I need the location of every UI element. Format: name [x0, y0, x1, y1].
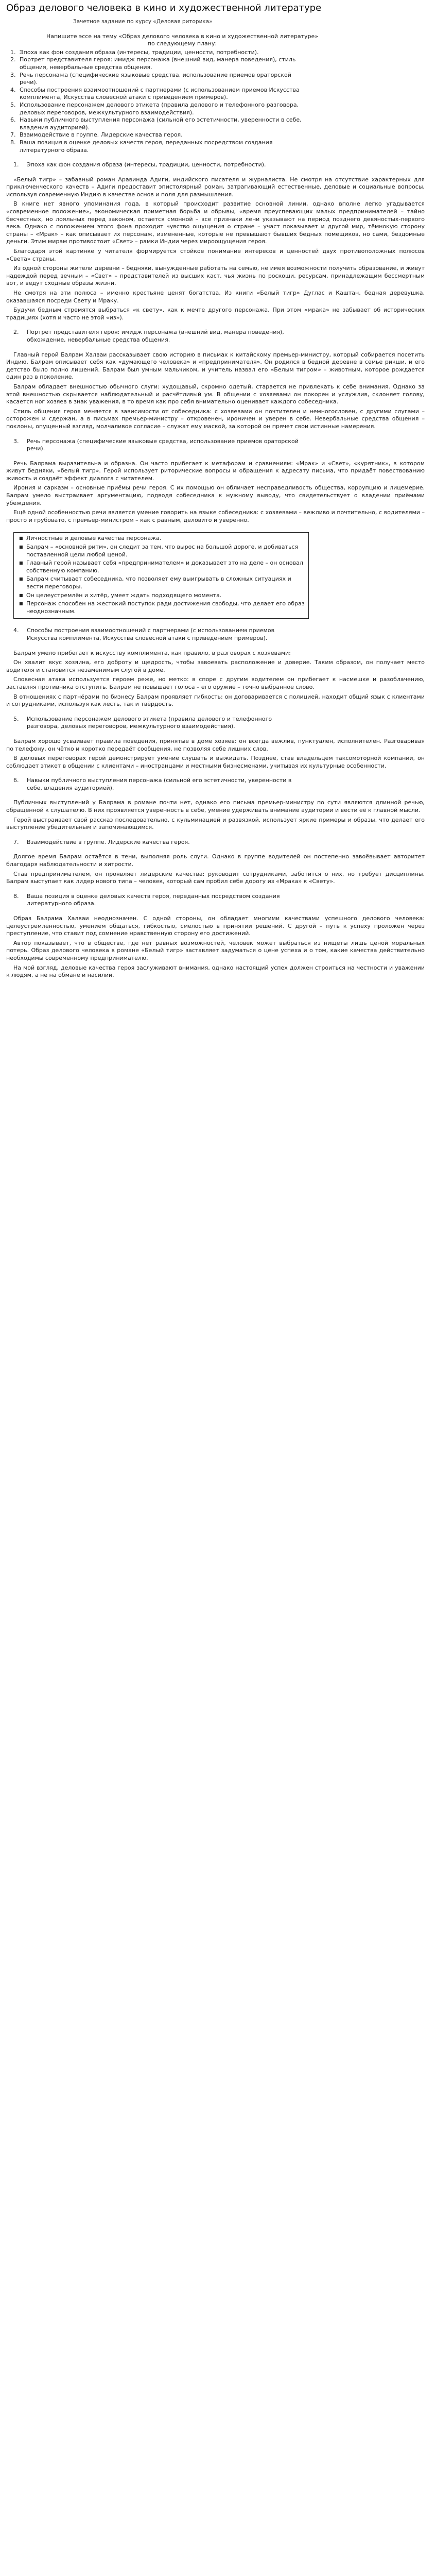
plan-item: 4. Способы построения взаимоотношений с партнерами (с использованием приемов Искусства комплимента, Искусства словесной атаки с приведением примеров). — [18, 87, 306, 101]
qualities-item: ■ Балрам считывает собеседника, что позволяет ему выигрывать в сложных ситуациях и вести переговоры. — [26, 575, 305, 590]
paragraph: Образ Балрама Халваи неоднозначен. С одной стороны, он обладает многими качествами успешного делового человека: целеустремлённостью, умением общаться, гибкостью, смелостью в принятии решений. С другой – путь к успеху проложен через преступление, что ставит под сомнение нравственную сторону его достижений. — [6, 915, 425, 937]
section-heading-text: Взаимодействие в группе. Лидерские качества героя. — [27, 838, 190, 845]
paragraph: Он хвалит вкус хозяина, его доброту и щедрость, чтобы завоевать расположение и доверие. Таким образом, он получает место водителя и становится незаменимым слугой в доме. — [6, 659, 425, 673]
paragraph: Балрам хорошо усваивает правила поведения, принятые в доме хозяев: он всегда вежлив, пунктуален, исполнителен. Разговаривая по телефону, он чётко и коротко передаёт сообщения, не позволяя себе лишних слов. — [6, 737, 425, 752]
document — [0, 0, 427, 988]
paragraph: Благодаря этой картинке у читателя формируется стойкое понимание интересов и ценностей двух противоположных полюсов «Света» страны. — [6, 248, 425, 262]
paragraph: Из одной стороны жители деревни – бедняки, вынужденные работать на семью, не имея возможности получить образование, и живут надеждой перед вечным – «Свет» – представителей из высших каст, чья жизнь по роскоши, ресурсам, принадлежащим бессмертным вот, и ведут сходные образы жизни. — [6, 265, 425, 287]
section-heading-4 — [13, 627, 305, 642]
section-heading-text: Ваша позиция в оценке деловых качеств героя, переданных посредством создания литературного образа. — [27, 892, 280, 907]
section-heading-3 — [13, 438, 305, 453]
section-heading-5 — [13, 716, 305, 731]
qualities-box — [13, 532, 309, 619]
section-heading-text: Речь персонажа (специфические языковые средства, использование приемов ораторской речи). — [27, 437, 299, 452]
section-number: 8. — [13, 892, 19, 900]
section-heading-1 — [13, 161, 305, 169]
paragraph: В книге нет явного упоминания года, в который происходит развитие основной линии, однако вполне легко угадывается «современное положение», экономическая приметная борьба и обрывы, «время преуспевающих малых предпринимателей – тайно бесчестных, но лояльных перед законом, остается смонной – все признаки лени указывают на период позднего девяностых-первого века. Однако с положением этого фона проходит чувство ощущения о стране – участ показывает и другой мир, тёмнокую сторону страны – «Мрак» – как описывает их персонаж, измененные, которые не превышают бывших бедных помещиков, но сами, бездомные деньги. Этим мирам противостоит «Свет» – рамки Индии через мироощущения героя. — [6, 200, 425, 245]
section-number: 6. — [13, 777, 19, 784]
section-heading-2 — [13, 329, 305, 344]
task-statement: Напишите эссе на тему «Образ делового человека в кино и художественной литературе» по следующему плану: — [46, 32, 319, 47]
paragraph: Публичных выступлений у Балрама в романе почти нет, однако его письма премьер-министру по сути являются длинной речью, обращённой к слушателю. В них проявляется уверенность в себе, умение удерживать внимание аудитории и вести её к главной мысли. — [6, 799, 425, 814]
page-title: Образ делового человека в кино и художественной литературе — [6, 3, 322, 13]
qualities-item: ■ Личностные и деловые качества персонажа. — [26, 535, 305, 543]
qualities-item: ■ Балрам – «основной ритм», он следит за тем, что вырос на большой дороге, и добиваться поставленной цели любой ценой. — [26, 544, 305, 558]
plan-item: 7. Взаимодействие в группе. Лидерские качества героя. — [18, 131, 306, 139]
plan-item: 1. Эпоха как фон создания образа (интересы, традиции, ценности, потребности). — [18, 49, 306, 57]
section-heading-text: Портрет представителя героя: имидж персонажа (внешний вид, манера поведения), обхождение, невербальные средства общения. — [27, 329, 284, 343]
paragraph: Не смотря на эти полюса – именно крестьяне ценят богатства. Из книги «Белый тигр» Дуглас и Каштан, бедная деревушка, оказавшаяся посреди Свету и Мраку. — [6, 290, 425, 304]
paragraph: Автор показывает, что в обществе, где нет равных возможностей, человек может выбраться из нищеты лишь ценой моральных потерь. Образ делового человека в романе «Белый тигр» заставляет задуматься о цене успеха и о том, какие качества действительно необходимы современному предпринимателю. — [6, 939, 425, 961]
section-number: 3. — [13, 437, 19, 445]
paragraph: В отношениях с партнёрами по бизнесу Балрам проявляет гибкость: он договаривается с полицией, находит общий язык с клиентами и сотрудниками, используя как лесть, так и твёрдость. — [6, 693, 425, 708]
paragraph: На мой взгляд, деловые качества героя заслуживают внимания, однако настоящий успех должен строиться на честности и уважении к людям, а не на обмане и насилии. — [6, 964, 425, 979]
qualities-item: ■ Персонаж способен на жестокий поступок ради достижения свободы, что делает его образ неоднозначным. — [26, 600, 305, 615]
qualities-list — [17, 535, 305, 615]
section-heading-8 — [13, 893, 305, 908]
section-number: 4. — [13, 627, 19, 634]
paragraph: Балрам умело прибегает к искусству комплимента, как правило, в разговорах с хозяевами: — [13, 649, 291, 656]
paragraph: Балрам обладает внешностью обычного слуги: худощавый, скромно одетый, старается не привлекать к себе внимания. Однако за этой внешностью скрывается наблюдательный и расчётливый ум. В общении с хозяевами он покорен и услужлив, склоняет голову, касается ног хозяев в знак уважения, в то время как про себя внимательно оценивает каждого собеседника. — [6, 383, 425, 405]
plan-item: 8. Ваша позиция в оценке деловых качеств героя, переданных посредством создания литературного образа. — [18, 139, 306, 154]
paragraph: Ирония и сарказм – основные приёмы речи героя. С их помощью он обличает несправедливость общества, коррупцию и лицемерие. Балрам умело выстраивает аргументацию, подводя собеседника к нужному выводу, что свидетельствует о владении приёмами убеждения. — [6, 484, 425, 506]
paragraph: В деловых переговорах герой демонстрирует умение слушать и выжидать. Позднее, став владельцем таксомоторной компании, он соблюдает этикет в общении с клиентами – иностранцами и местными бизнесменами, учитывая их культурные особенности. — [6, 755, 425, 769]
paragraph: Речь Балрама выразительна и образна. Он часто прибегает к метафорам и сравнениям: «Мрак» и «Свет», «курятник», в котором живут бедняки, «белый тигр». Герой использует риторические вопросы и обращения к адресату письма, что придаёт повествованию живость и создаёт эффект диалога с читателем. — [6, 460, 425, 482]
section-heading-text: Эпоха как фон создания образа (интересы, традиции, ценности, потребности). — [27, 161, 266, 168]
plan-list — [18, 49, 306, 154]
section-heading-text: Использование персонажем делового этикета (правила делового и телефонного разговора, деловых переговоров, межкультурного взаимодействия). — [27, 715, 272, 730]
paragraph: Долгое время Балрам остаётся в тени, выполняя роль слуги. Однако в группе водителей он постепенно завоёвывает авторитет благодаря наблюдательности и хитрости. — [6, 853, 425, 868]
plan-item: 6. Навыки публичного выступления персонажа (сильной его эстетичности, уверенности в себе, владения аудиторией). — [18, 116, 306, 131]
section-heading-7 — [13, 839, 305, 846]
paragraph: Словесная атака используется героем реже, но метко: в споре с другим водителем он прибегает к насмешке и разоблачению, заставляя противника отступить. Балрам не повышает голоса – его оружие – точно выбранное слово. — [6, 676, 425, 690]
section-heading-6 — [13, 777, 305, 792]
section-number: 7. — [13, 838, 19, 845]
plan-item: 3. Речь персонажа (специфические языковые средства, использование приемов ораторской речи). — [18, 72, 306, 87]
section-number: 1. — [13, 161, 19, 168]
paragraph: Будучи бедным стремятся выбраться «к свету», как к мечте другого персонажа. При этом «мрака» не забывает об исторических традициях (хотя и часто не этой «из»). — [6, 307, 425, 321]
section-number: 2. — [13, 329, 19, 336]
section-heading-text: Навыки публичного выступления персонажа (сильной его эстетичности, уверенности в себе, владения аудиторией). — [27, 777, 292, 791]
page-subtitle: Зачетное задание по курсу «Деловая риторика» — [73, 19, 213, 25]
section-heading-text: Способы построения взаимоотношений с партнерами (с использованием приемов Искусства комплимента, Искусства словесной атаки с приведением примеров). — [27, 627, 275, 641]
qualities-item: ■ Он целеустремлён и хитёр, умеет ждать подходящего момента. — [26, 592, 305, 600]
section-number: 5. — [13, 715, 19, 722]
paragraph: «Белый тигр» – забавный роман Аравинда Адиги, индийского писателя и журналиста. Не смотря на отсутствие характерных для приключенческого качеств – Адиги предоставит эпистолярный роман, затрагивающий естественные, деловые и социальные вопросы, используя современную Индию в качестве основ и поля для размышления. — [6, 176, 425, 198]
plan-item: 2. Портрет представителя героя: имидж персонажа (внешний вид, манера поведения), стиль общения, невербальные средства общения. — [18, 56, 306, 71]
paragraph: Став предпринимателем, он проявляет лидерские качества: руководит сотрудниками, заботится о них, но требует дисциплины. Балрам выступает как лидер нового типа – человек, который сам пробил себе дорогу из «Мрака» к «Свету». — [6, 870, 425, 885]
paragraph: Стиль общения героя меняется в зависимости от собеседника: с хозяевами он почтителен и немногословен, с другими слугами – осторожен и сдержан, а в письмах премьер-министру – откровенен, ироничен и уверен в себе. Невербальные средства общения – поклоны, опущенный взгляд, молчаливое согласие – служат ему маской, за которой он прячет свои истинные намерения. — [6, 408, 425, 430]
plan-item: 5. Использование персонажем делового этикета (правила делового и телефонного разговора, деловых переговоров, межкультурного взаимодействия). — [18, 101, 306, 116]
paragraph: Главный герой Балрам Халваи рассказывает свою историю в письмах к китайскому премьер-министру, который собирается посетить Индию. Балрам описывает себя как «думающего человека» и «предпринимателя». Он родился в бедной деревне в семье рикши, и его детство было полно лишений. Балрам был умным мальчиком, и учитель назвал его «Белым тигром» – животным, которое рождается один раз в поколение. — [6, 351, 425, 381]
paragraph: Герой выстраивает свой рассказ последовательно, с кульминацией и развязкой, использует яркие примеры и образы, что делает его выступление убедительным и запоминающимся. — [6, 816, 425, 831]
paragraph: Ещё одной особенностью речи является умение говорить на языке собеседника: с хозяевами – вежливо и почтительно, с водителями – просто и грубовато, с премьер-министром – как с равным, деловито и уверенно. — [6, 509, 425, 523]
qualities-item: ■ Главный герой называет себя «предпринимателем» и доказывает это на деле – он основал собственную компанию. — [26, 560, 305, 574]
